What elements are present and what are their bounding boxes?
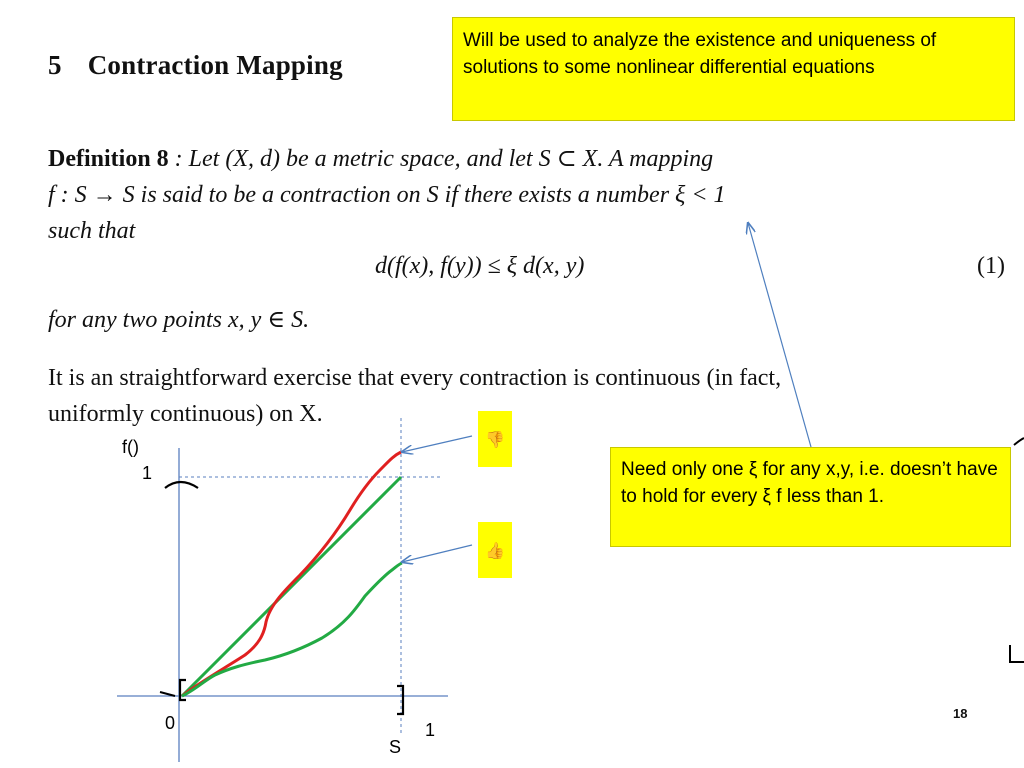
definition-line-4: for any two points x, y ∈ S. [48,307,310,333]
definition-line-2: f : S → S is said to be a contraction on S if there exists a number ξ < 1 [48,182,726,208]
arrow-to-xi [748,223,811,447]
section-title: Contraction Mapping [87,50,343,80]
y-tick-one: 1 [142,463,153,483]
y-axis-label: f() [122,437,139,457]
remark-line-1: It is an straightforward exercise that every contraction is continuous (in fact, [48,365,782,391]
x-tick-one: 1 [425,720,436,740]
thumbs-down-icon: 👎 [485,429,505,449]
definition-line-3: such that [48,218,136,244]
set-s-label: S [389,737,402,757]
definition-title: Definition 8 [48,146,169,172]
y-interval-top-bracket [165,482,198,488]
right-callout-note: Need only one ξ for any x,y, i.e. doesn’t have to hold for every ξ f less than 1. [610,447,1011,547]
right-edge-bracket-bottom [1010,645,1024,662]
arrow-to-contraction [402,545,472,562]
section-number: 5 [48,50,62,80]
top-callout-note: Will be used to analyze the existence and uniqueness of solutions to some nonlinear differential equations [452,17,1015,121]
x-interval-right-bracket [397,686,403,714]
definition-text-1: : Let (X, d) be a metric space, and let S ⊂ X. A mapping [168,146,714,172]
arrow-to-non-contraction [402,436,472,452]
equation-number: (1) [977,253,1005,279]
thumbs-up-icon: 👍 [485,540,505,560]
origin-label: 0 [165,713,176,733]
right-edge-bracket [1014,438,1024,445]
non-contraction-curve [182,452,401,696]
page-number: 18 [953,706,968,721]
identity-line [182,477,401,696]
remark-line-2: uniformly continuous) on X. [48,401,323,427]
contraction-equation: d(f(x), f(y)) ≤ ξ d(x, y) [375,253,585,279]
